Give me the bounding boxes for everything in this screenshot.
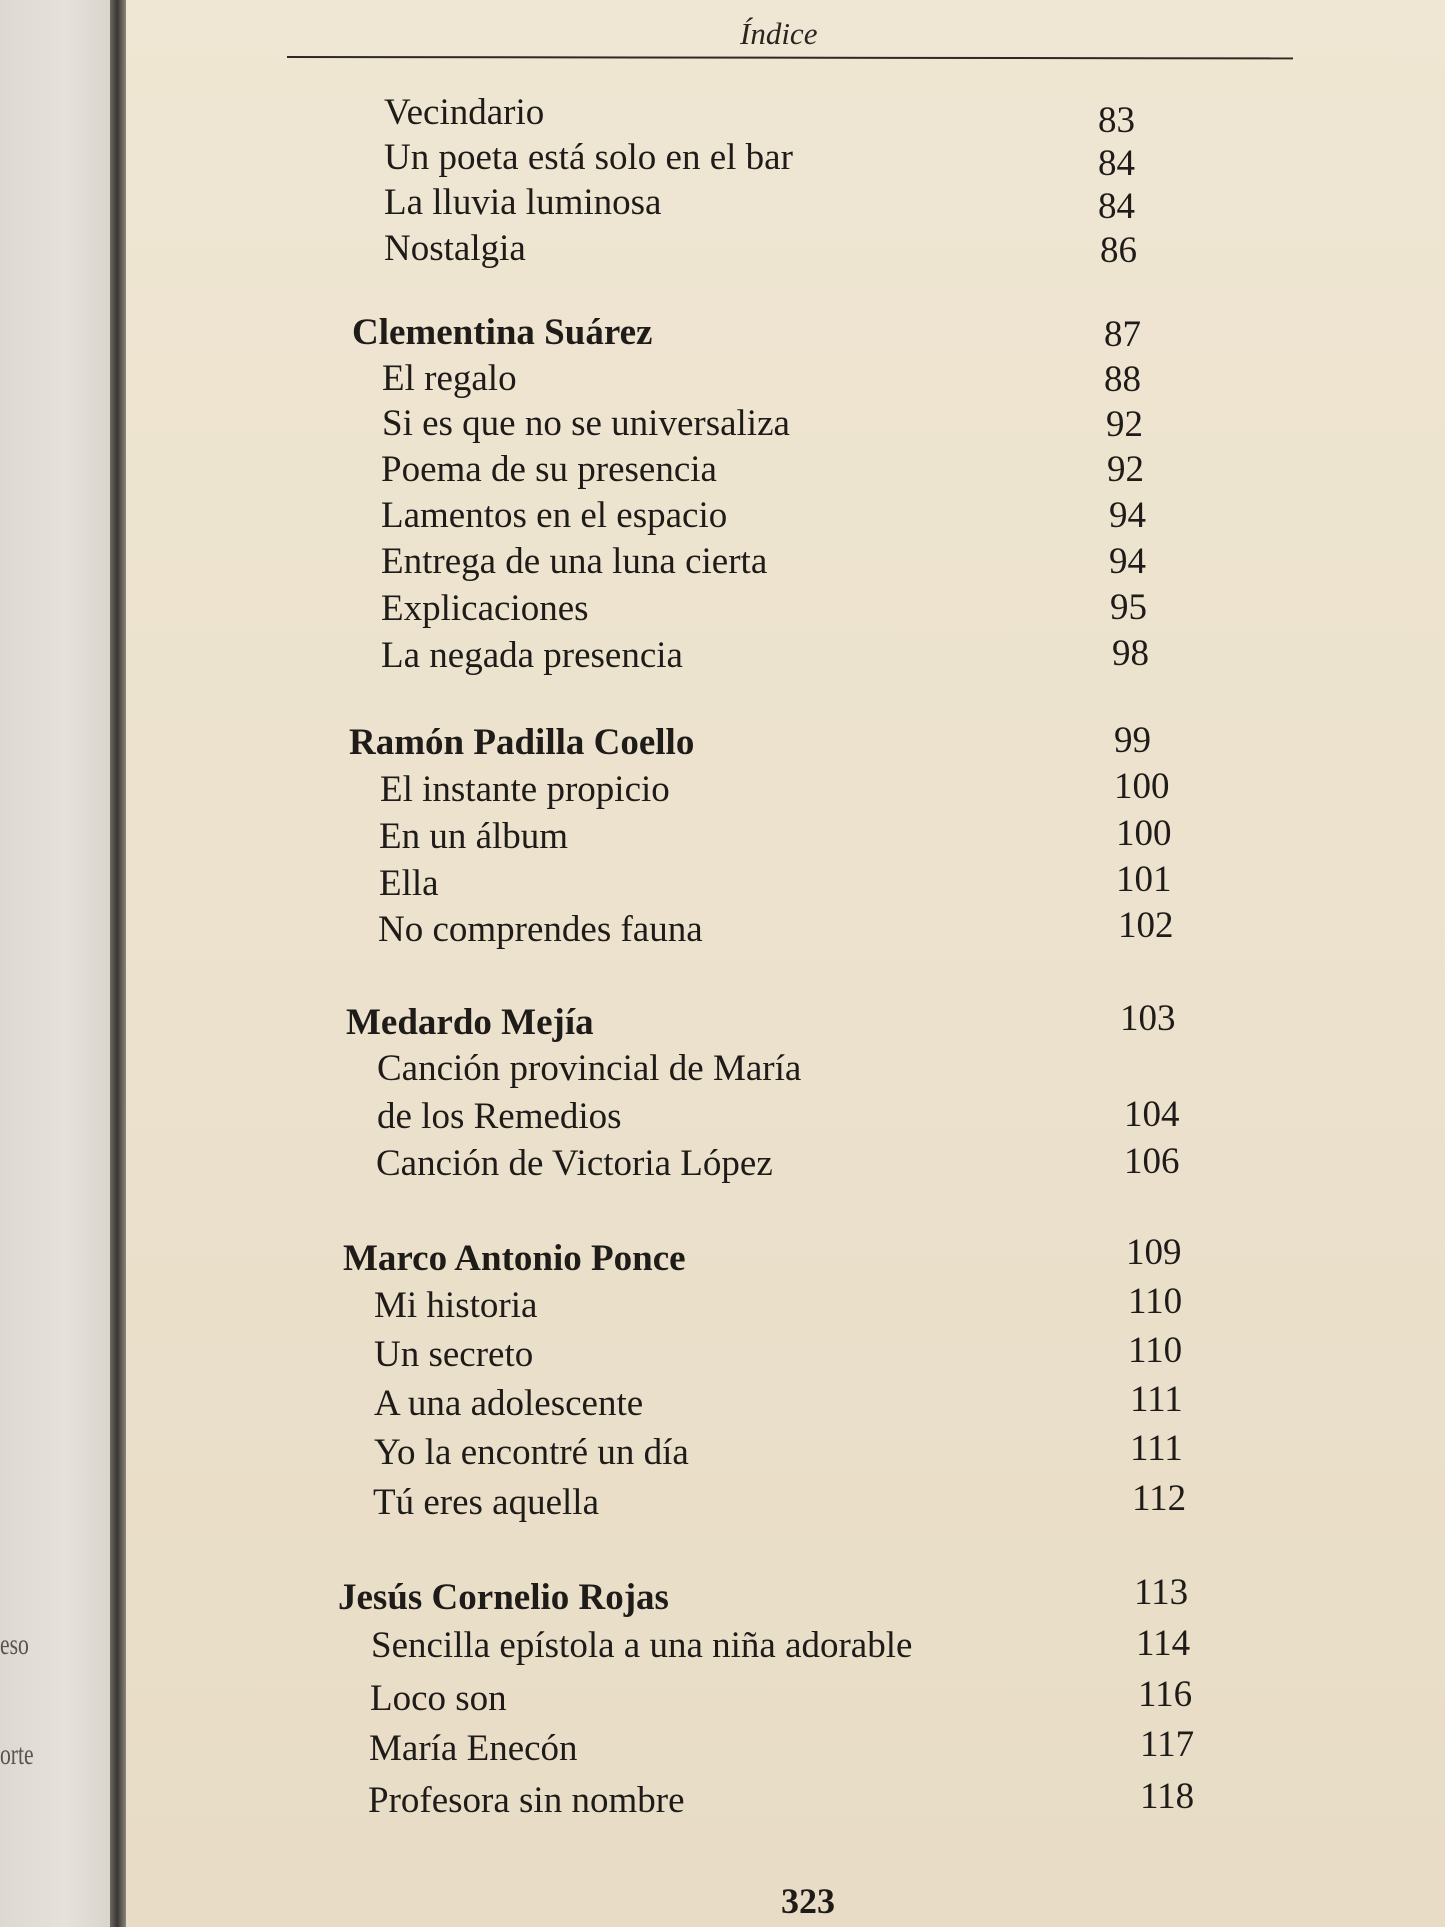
toc-entry-title: Un poeta está solo en el bar xyxy=(384,137,793,178)
toc-author-heading: Ramón Padilla Coello xyxy=(349,722,695,763)
toc-entry-page: 101 xyxy=(1116,859,1172,900)
toc-entry-title: de los Remedios xyxy=(377,1096,622,1137)
toc-author-heading: Medardo Mejía xyxy=(346,1002,594,1043)
toc-entry-title: Tú eres aquella xyxy=(373,1482,599,1523)
toc-entry-title: Vecindario xyxy=(384,92,545,133)
toc-entry-page: 86 xyxy=(1100,230,1137,271)
toc-entry-title: Loco son xyxy=(370,1678,507,1719)
toc-entry-title: La negada presencia xyxy=(381,635,683,676)
toc-entry-page: 92 xyxy=(1106,404,1143,445)
toc-entry-page: 118 xyxy=(1140,1776,1195,1817)
toc-entry-title: Un secreto xyxy=(374,1334,534,1375)
toc-entry-page: 116 xyxy=(1138,1674,1193,1715)
toc-entry-page: 95 xyxy=(1110,587,1147,628)
page-number: 323 xyxy=(781,1881,835,1921)
toc-author-heading: Clementina Suárez xyxy=(352,312,653,353)
toc-entry-page: 112 xyxy=(1132,1478,1187,1519)
toc-entry-page: 98 xyxy=(1112,633,1149,674)
toc-author-heading: Marco Antonio Ponce xyxy=(343,1238,686,1279)
toc-entry-title: Entrega de una luna cierta xyxy=(381,541,768,582)
toc-entry-page: 111 xyxy=(1130,1428,1183,1469)
toc-entry-page: 110 xyxy=(1128,1330,1183,1371)
toc-entry-title: Sencilla epístola a una niña adorable xyxy=(371,1625,913,1666)
toc-entry-page: 117 xyxy=(1140,1724,1195,1765)
toc-entry-page: 100 xyxy=(1116,813,1172,854)
toc-entry-page: 88 xyxy=(1104,359,1141,400)
toc-entry-title: Ella xyxy=(379,863,439,904)
toc-entry-page: 106 xyxy=(1124,1141,1180,1182)
toc-entry-page: 103 xyxy=(1120,998,1176,1039)
toc-entry-page: 111 xyxy=(1130,1379,1183,1420)
book-gutter xyxy=(110,0,126,1927)
toc-author-heading: Jesús Cornelio Rojas xyxy=(338,1577,669,1618)
toc-entry-title: A una adolescente xyxy=(374,1383,644,1424)
toc-entry-title: Poema de su presencia xyxy=(381,449,717,490)
toc-entry-page: 104 xyxy=(1124,1094,1180,1135)
facing-page-word: orte xyxy=(0,1738,34,1771)
toc-entry-page: 94 xyxy=(1109,495,1146,536)
toc-entry-page: 84 xyxy=(1098,186,1135,227)
toc-entry-title: Canción provincial de María xyxy=(377,1048,802,1089)
toc-entry-page: 109 xyxy=(1126,1232,1182,1273)
toc-entry-page: 83 xyxy=(1098,100,1135,141)
toc-entry-page: 113 xyxy=(1134,1572,1189,1613)
toc-entry-title: En un álbum xyxy=(379,816,569,857)
toc-entry-title: Mi historia xyxy=(374,1285,538,1326)
toc-entry-page: 84 xyxy=(1098,143,1135,184)
toc-entry-title: La lluvia luminosa xyxy=(384,182,662,223)
toc-entry-title: Canción de Victoria López xyxy=(376,1143,773,1184)
toc-entry-title: Yo la encontré un día xyxy=(374,1432,689,1473)
toc-entry-title: El instante propicio xyxy=(380,769,670,810)
toc-entry-page: 94 xyxy=(1109,541,1146,582)
toc-entry-page: 92 xyxy=(1107,449,1144,490)
toc-entry-page: 110 xyxy=(1128,1281,1183,1322)
facing-page xyxy=(0,0,118,1927)
toc-entry-title: El regalo xyxy=(382,358,517,399)
toc-entry-title: Profesora sin nombre xyxy=(368,1780,685,1821)
facing-page-word: eso xyxy=(0,1628,29,1661)
toc-entry-title: Si es que no se universaliza xyxy=(382,403,790,444)
toc-entry-title: Explicaciones xyxy=(381,588,589,629)
toc-entry-title: No comprendes fauna xyxy=(378,909,703,950)
toc-entry-page: 114 xyxy=(1136,1623,1191,1664)
toc-entry-title: Nostalgia xyxy=(384,228,526,269)
toc-entry-page: 87 xyxy=(1104,314,1141,355)
toc-entry-title: Lamentos en el espacio xyxy=(381,495,728,536)
toc-entry-title: María Enecón xyxy=(369,1728,578,1769)
running-head: Índice xyxy=(740,16,818,51)
toc-entry-page: 100 xyxy=(1114,766,1170,807)
toc-entry-page: 99 xyxy=(1114,720,1151,761)
toc-entry-page: 102 xyxy=(1118,905,1174,946)
